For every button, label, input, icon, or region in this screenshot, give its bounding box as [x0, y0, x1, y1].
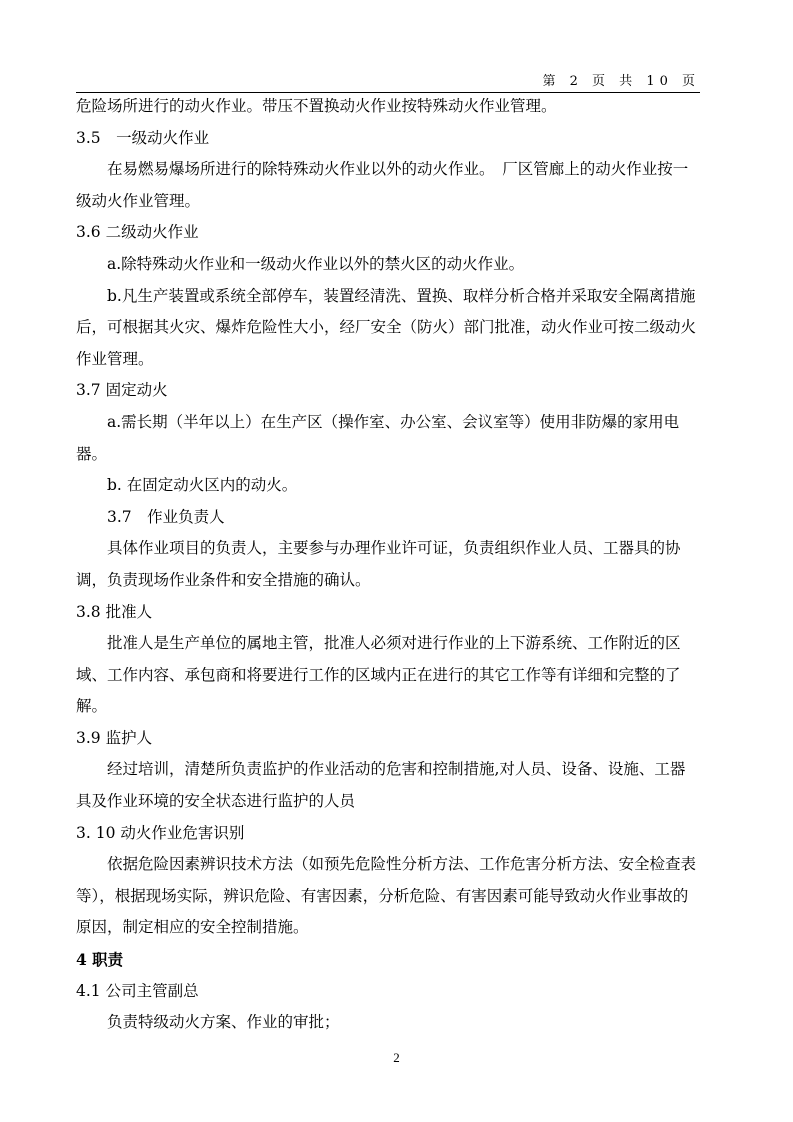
- page-info: 第 2 页 共 10 页: [542, 74, 700, 89]
- paragraph: 经过培训，清楚所负责监护的作业活动的危害和控制措施,对人员、设备、设施、工器具及作业环境的安全状态进行监护的人员: [76, 760, 686, 811]
- paragraph: 依据危险因素辨识技术方法（如预先危险性分析方法、工作危害分析方法、安全检查表等），根据现场实际，辨识危险、有害因素，分析危险、有害因素可能导致动火作业事故的原因，制定相应的安全控制措施。: [76, 855, 697, 937]
- page-number: 2: [393, 1050, 400, 1065]
- paragraph: 危险场所进行的动火作业。带压不置换动火作业按特殊动火作业管理。: [76, 97, 557, 115]
- section-heading: 3.9 监护人: [76, 728, 153, 747]
- document-body: [76, 91, 700, 1039]
- paragraph: 负责特级动火方案、作业的审批；: [107, 1013, 340, 1032]
- section-heading: 3.7 作业负责人: [107, 507, 225, 526]
- list-item: a.除特殊动火作业和一级动火作业以外的禁火区的动火作业。: [107, 254, 525, 273]
- list-item: b.凡生产装置或系统全部停车，装置经清洗、置换、取样分析合格并采取安全隔离措施后，可根据其火灾、爆炸危险性大小，经厂安全（防火）部门批准，动火作业可按二级动火作业管理。: [76, 286, 697, 368]
- section-heading: 3.6 二级动火作业: [76, 223, 199, 242]
- list-item: b. 在固定动火区内的动火。: [107, 476, 298, 495]
- paragraph: 批准人是生产单位的属地主管，批准人必须对进行作业的上下游系统、工作附近的区域、工作内容、承包商和将要进行工作的区域内正在进行的其它工作等有详细和完整的了解。: [76, 634, 681, 716]
- section-heading: 3.5 一级动火作业: [76, 128, 210, 147]
- chapter-heading: 4 职责: [76, 950, 124, 970]
- list-item: a.需长期（半年以上）在生产区（操作室、办公室、会议室等）使用非防爆的家用电器。: [76, 412, 680, 463]
- paragraph: 在易燃易爆场所进行的除特殊动火作业以外的动火作业。 厂区管廊上的动火作业按一级动火作业管理。: [76, 160, 689, 210]
- section-heading: 3.7 固定动火: [76, 381, 168, 400]
- section-heading: 4.1 公司主管副总: [76, 981, 199, 1000]
- paragraph: 具体作业项目的负责人，主要参与办理作业许可证，负责组织作业人员、工器具的协调，负责现场作业条件和安全措施的确认。: [76, 539, 681, 589]
- section-heading: 3. 10 动火作业危害识别: [76, 823, 245, 842]
- section-heading: 3.8 批准人: [76, 602, 153, 621]
